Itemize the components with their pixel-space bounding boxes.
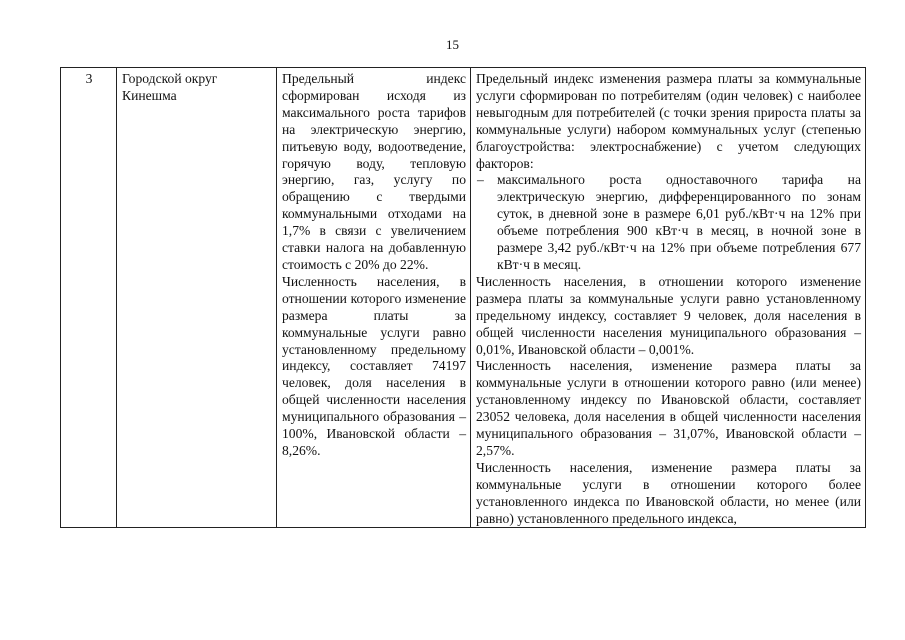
description-intro: Предельный индекс изменения размера платы за коммунальные услуги сформирован по потребителям (один человек) с наиболее невыгодным для потребителей (с точки зрения прироста платы за коммунальные услуги) набором коммунальных услуг (степенью благоустройства: электроснабжение) с учетом следующих факторов: xyxy=(476,71,861,171)
index-population-paragraph: Численность населения, в отношении которого изменение размера платы за коммунальные услуги равно установленному предельному индексу, составляет 74197 человек, доля населения в общей численности населения муниципального образования – 100%, Ивановской области – 8,26%. xyxy=(282,273,466,458)
tariff-index-table xyxy=(60,67,866,528)
population-equal-paragraph: Численность населения, в отношении которого изменение размера платы за коммунальные услуги равно установленному предельному индексу, составляет 9 человек, доля населения в общей численности населения муниципального образования – 0,01%, Ивановской области – 0,001%. xyxy=(476,273,861,357)
description-cell xyxy=(471,68,866,528)
row-number-cell xyxy=(61,68,117,528)
table-row xyxy=(61,68,866,528)
row-number: 3 xyxy=(85,71,93,86)
municipality-name: Городской округ Кинешма xyxy=(122,71,218,103)
municipality-cell xyxy=(117,68,277,528)
index-justification-cell xyxy=(277,68,471,528)
population-less-paragraph: Численность населения, изменение размера платы за коммунальные услуги в отношении которого равно (или менее) установленному индексу по Ивановской области, составляет 23052 человека, доля населения в общей численности населения муниципального образования – 31,07%, Ивановской области – 2,57%. xyxy=(476,358,861,458)
population-more-paragraph: Численность населения, изменение размера платы за коммунальные услуги в отношении которого более установленного индекса по Ивановской области, но менее (или равно) установленного предельного индекса, xyxy=(476,459,861,526)
factor-item: – максимального роста одноставочного тарифа на электрическую энергию, дифференцированного по зонам суток, в дневной зоне в размере 6,01 руб./кВт·ч на 12% при объеме потребления 900 кВт·ч в месяц, в ночной зоне в размере 3,42 руб./кВт·ч на 12% при объеме потребления 677 кВт·ч в месяц. xyxy=(476,172,861,273)
factor-list xyxy=(476,172,861,273)
page-number: 15 xyxy=(446,37,459,52)
index-formation-paragraph: Предельный индекс сформирован исходя из максимального роста тарифов на электрическую энергию, питьевую воду, водоотведение, горячую воду, тепловую энергию, газ, услугу по обращению с твердыми коммунальными отходами на 1,7% в связи с увеличением ставки налога на добавленную стоимость с 20% до 22%. xyxy=(282,71,466,272)
